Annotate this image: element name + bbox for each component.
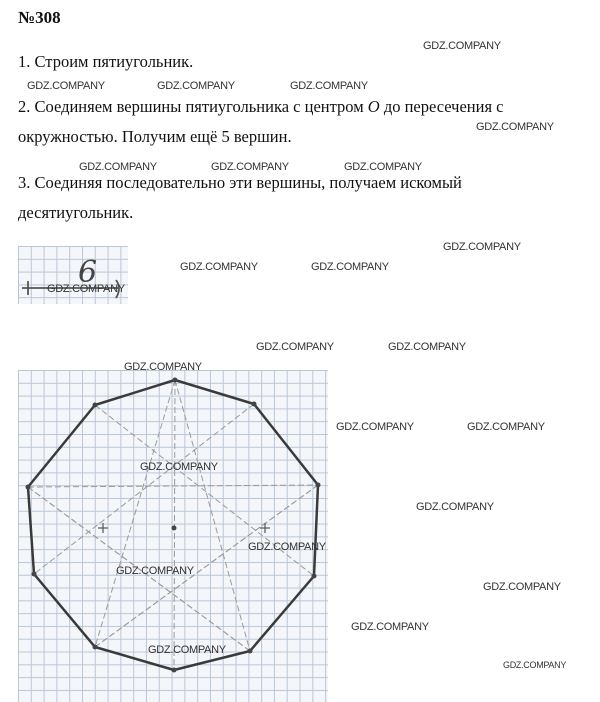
watermark: GDZ.COMPANY xyxy=(416,501,494,513)
watermark: GDZ.COMPANY xyxy=(27,80,105,92)
problem-number: №308 xyxy=(18,8,61,27)
watermark: GDZ.COMPANY xyxy=(79,161,157,173)
watermark: GDZ.COMPANY xyxy=(443,241,521,253)
watermark: GDZ.COMPANY xyxy=(180,261,258,273)
watermark: GDZ.COMPANY xyxy=(467,421,545,433)
step-3: 3. Соединяя последовательно эти вершины, получаем искомый xyxy=(18,173,462,192)
watermark: GDZ.COMPANY xyxy=(47,283,125,295)
step-3-continued: десятиугольник. xyxy=(18,203,134,222)
watermark: GDZ.COMPANY xyxy=(211,161,289,173)
watermark: GDZ.COMPANY xyxy=(248,541,326,553)
watermark: GDZ.COMPANY xyxy=(311,261,389,273)
step-2 xyxy=(18,97,504,117)
watermark: GDZ.COMPANY xyxy=(344,161,422,173)
watermark: GDZ.COMPANY xyxy=(336,421,414,433)
watermark: GDZ.COMPANY xyxy=(476,121,554,133)
watermark: GDZ.COMPANY xyxy=(503,660,567,670)
step-2-text: 2. Соединяем вершины пятиугольника с центром xyxy=(18,97,364,116)
watermark: GDZ.COMPANY xyxy=(351,621,429,633)
watermark: GDZ.COMPANY xyxy=(256,341,334,353)
step-2-text-end: до пересечения с xyxy=(383,97,504,116)
watermark: GDZ.COMPANY xyxy=(290,80,368,92)
watermark: GDZ.COMPANY xyxy=(148,644,226,656)
watermark: GDZ.COMPANY xyxy=(140,461,218,473)
step-2-continued: окружностью. Получим ещё 5 вершин. xyxy=(18,127,292,146)
watermark: GDZ.COMPANY xyxy=(124,361,202,373)
watermark: GDZ.COMPANY xyxy=(388,341,466,353)
watermark: GDZ.COMPANY xyxy=(423,40,501,52)
watermark: GDZ.COMPANY xyxy=(116,565,194,577)
watermark: GDZ.COMPANY xyxy=(157,80,235,92)
center-letter: O xyxy=(367,97,380,116)
step-1: 1. Строим пятиугольник. xyxy=(18,52,194,71)
scale-label: 6 xyxy=(78,255,98,290)
watermark: GDZ.COMPANY xyxy=(483,581,561,593)
scale-drawing xyxy=(18,246,128,304)
